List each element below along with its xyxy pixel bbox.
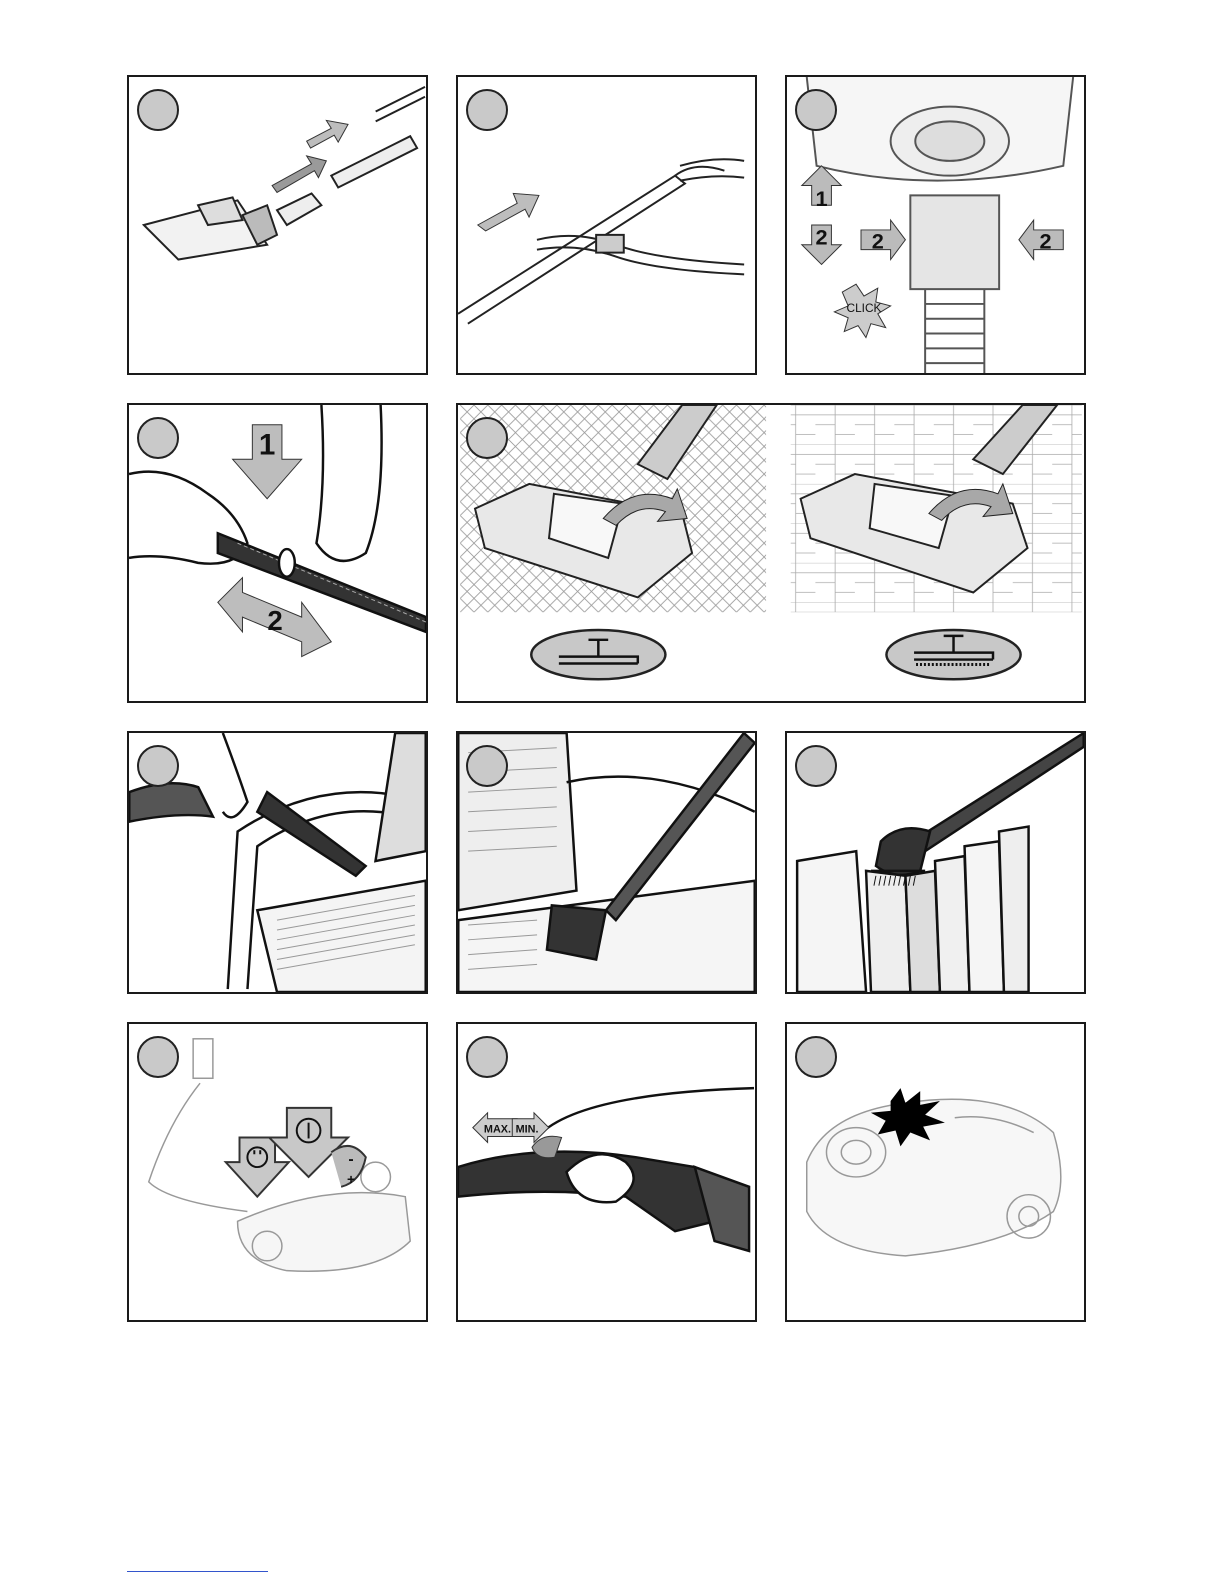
side-2-right-label: 2	[1039, 228, 1052, 254]
plus-label: +	[346, 1170, 356, 1187]
panel-11-bag-indicator	[785, 1022, 1086, 1322]
step-number-circle	[795, 1036, 837, 1078]
panel-6-crevice-tool-hand	[127, 731, 428, 994]
panel-7-crevice-tool-tube	[456, 731, 757, 994]
minus-label: -	[348, 1151, 354, 1169]
max-min-arrow	[473, 1113, 549, 1143]
step-1-label: 1	[258, 428, 276, 462]
step-2-label: 2	[267, 604, 283, 636]
step-number-circle	[137, 745, 179, 787]
panel-2-tube-attach	[456, 75, 757, 375]
panel-5-floor-nozzle-settings	[456, 403, 1086, 703]
panel-4-telescopic-tube	[127, 403, 428, 703]
carpet-setting-icon	[531, 630, 665, 679]
step-1-label: 1	[815, 186, 828, 212]
step-2-label: 2	[815, 224, 828, 250]
panel-1-floor-nozzle-attach	[127, 75, 428, 375]
step-number-circle	[466, 745, 508, 787]
panel-10-suction-control	[456, 1022, 757, 1322]
panel-3-hose-connect	[785, 75, 1086, 375]
step-number-circle	[795, 745, 837, 787]
step-number-circle	[466, 417, 508, 459]
max-label: MAX.	[483, 1123, 512, 1136]
floor-nozzle-settings-illustration	[458, 405, 1084, 701]
step-number-circle	[466, 1036, 508, 1078]
panel-8-dusting-brush	[785, 731, 1086, 994]
side-2-left-label: 2	[871, 228, 884, 254]
step-number-circle	[137, 89, 179, 131]
step-number-circle	[466, 89, 508, 131]
min-label: MIN.	[515, 1123, 539, 1136]
step-number-circle	[137, 1036, 179, 1078]
panel-9-plug-and-switch	[127, 1022, 428, 1322]
footer-link-underline[interactable]	[127, 1571, 268, 1572]
step-number-circle	[795, 89, 837, 131]
click-label: CLICK	[846, 300, 882, 315]
step-number-circle	[137, 417, 179, 459]
hard-floor-setting-icon	[886, 630, 1020, 679]
